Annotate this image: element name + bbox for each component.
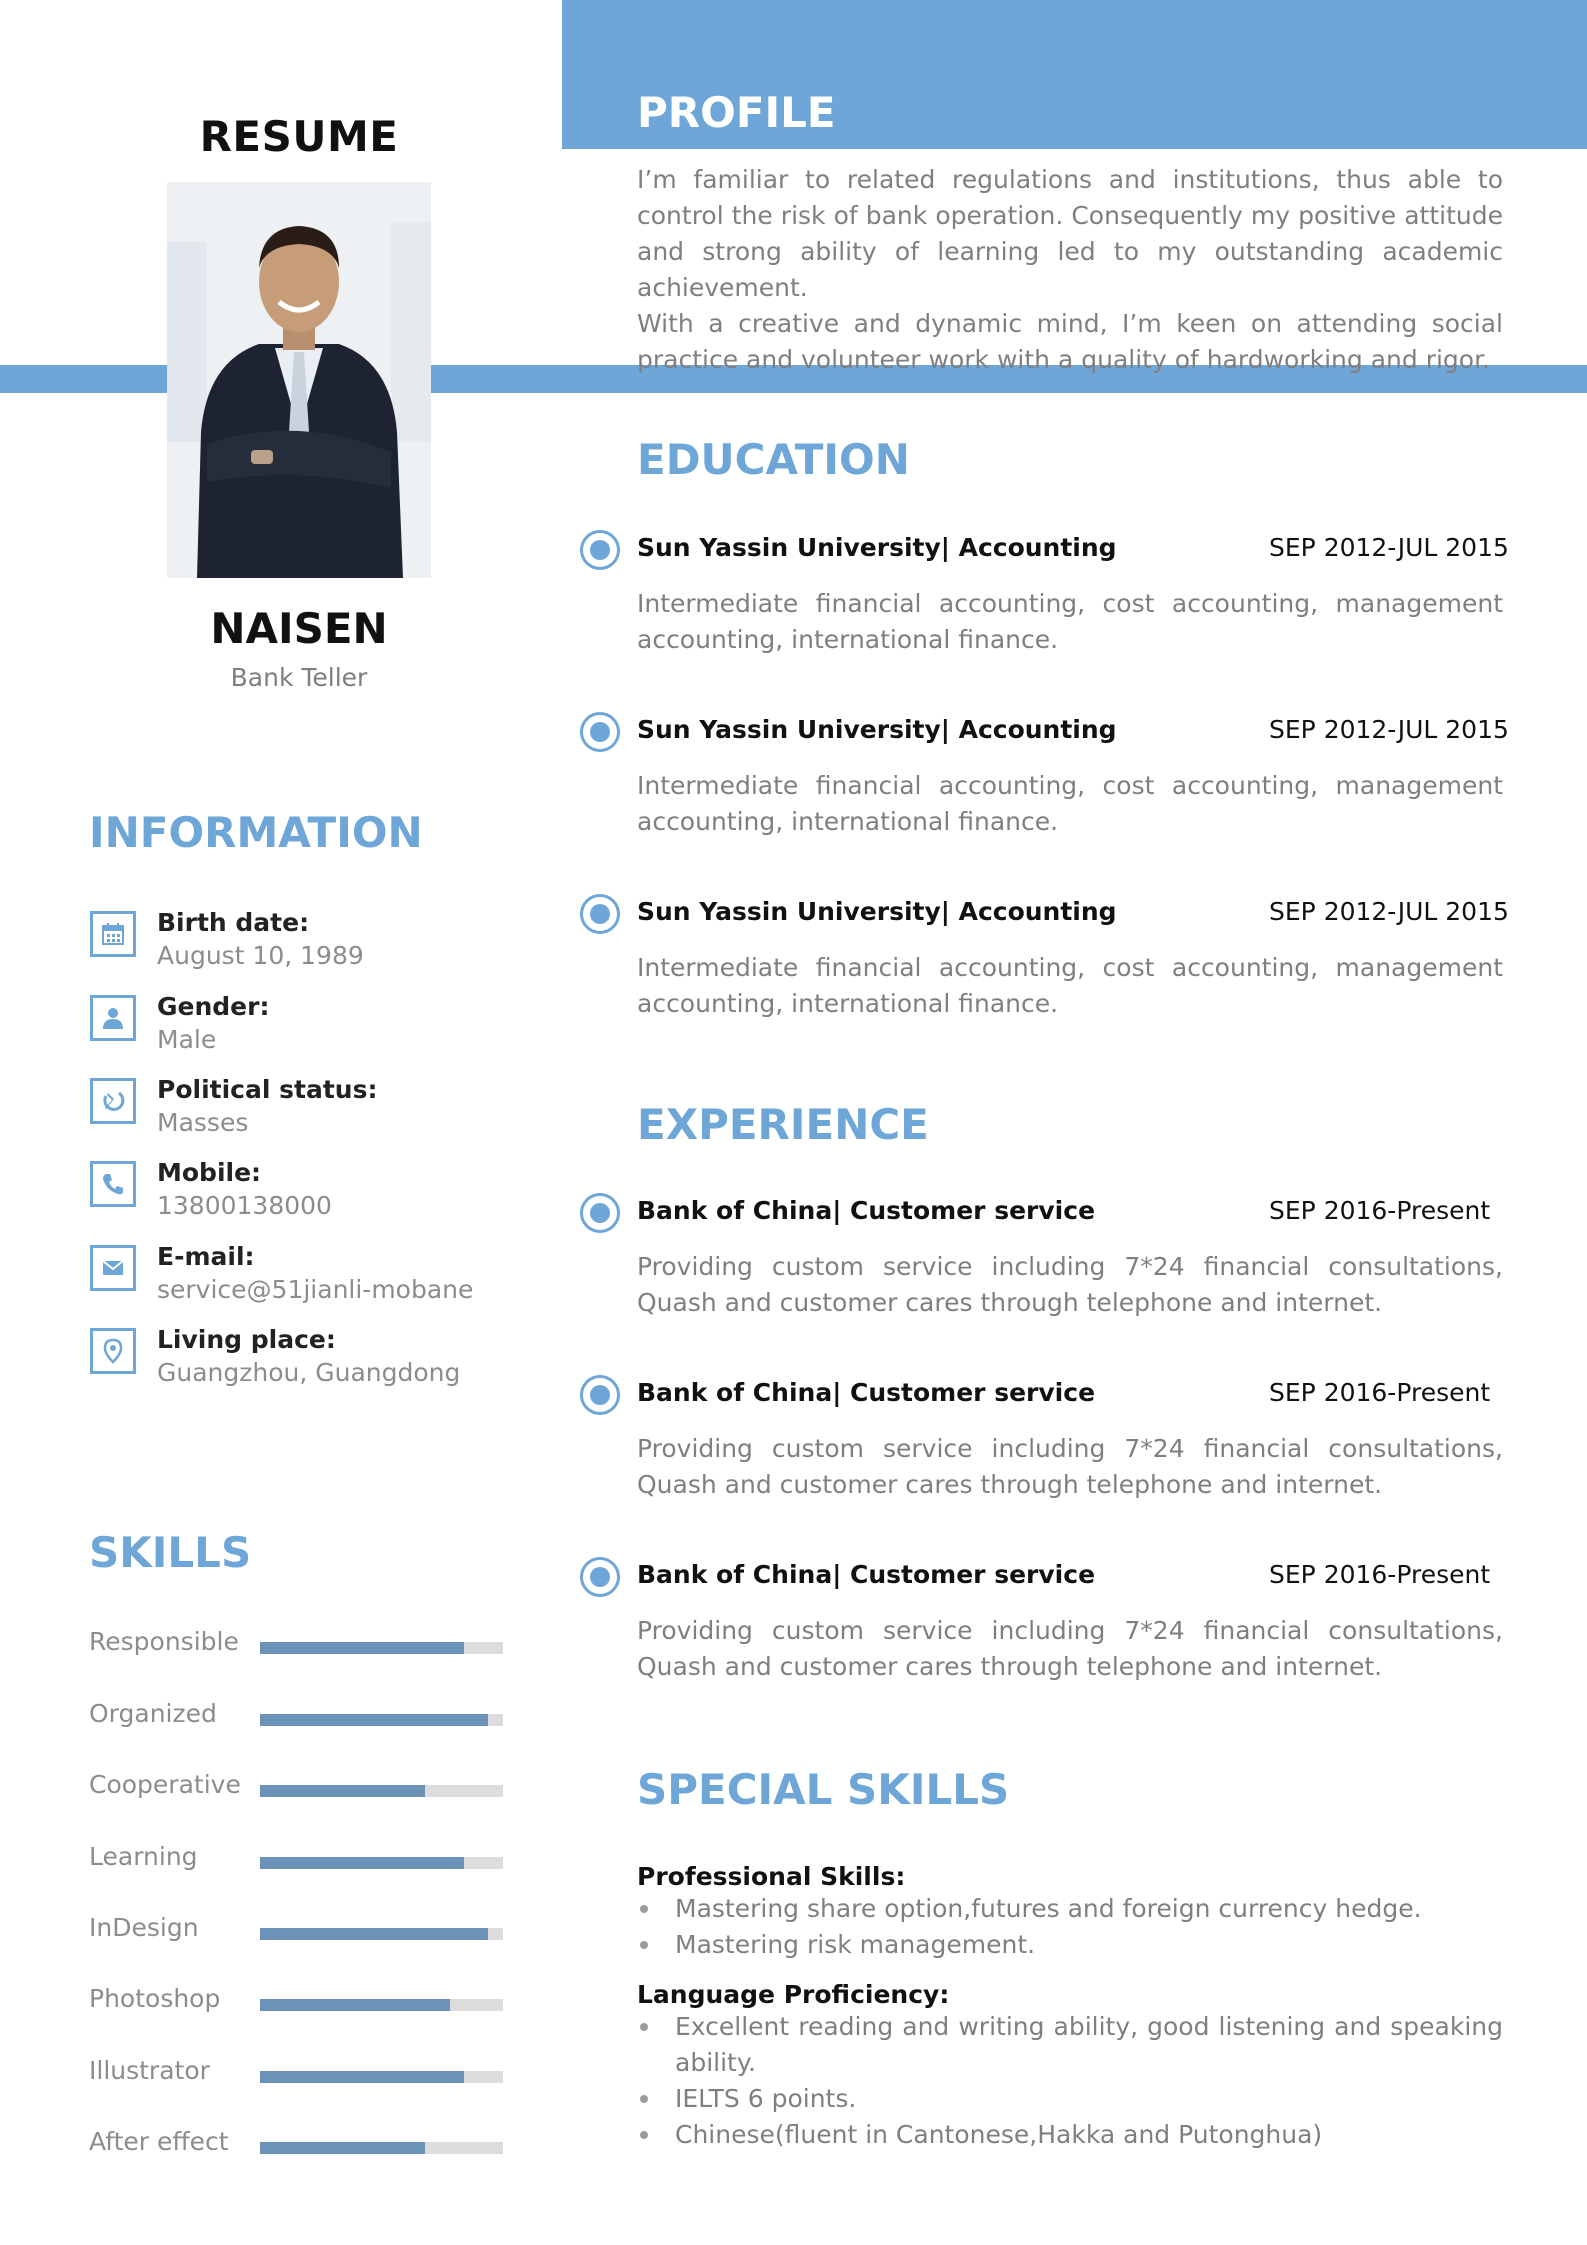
- phone-icon: [90, 1161, 136, 1207]
- skill-name: Illustrator: [89, 2056, 210, 2085]
- profile-text: [637, 162, 1503, 378]
- job-title: Bank Teller: [230, 663, 368, 692]
- skill-name: Photoshop: [89, 1984, 221, 2013]
- experience-entry: [580, 1193, 1505, 1333]
- info-value: Masses: [157, 1108, 249, 1137]
- calendar-icon: [90, 911, 136, 957]
- resume-label: RESUME: [199, 112, 399, 161]
- skill-bar-fill: [260, 1857, 464, 1869]
- education-entry: [580, 530, 1509, 670]
- experience-description: Providing custom service including 7*24 financial consultations, Quash and customer cares through telephone and internet.: [637, 1434, 1503, 1499]
- skill-bar-track: [260, 1999, 503, 2011]
- skill-bar-fill: [260, 1714, 488, 1726]
- skill-bar-fill: [260, 2142, 425, 2154]
- skill-bar-track: [260, 1928, 503, 1940]
- profile-paragraph: I’m familiar to related regulations and institutions, thus able to control the risk of bank operation. Consequently my positive attitude and strong ability of learning led to my outstanding academic achievement.: [637, 165, 1503, 302]
- info-email: [90, 1242, 530, 1318]
- skills-heading: SKILLS: [89, 1528, 252, 1577]
- timeline-bullet-icon: [580, 1375, 620, 1415]
- skill-row: [89, 1842, 509, 1882]
- skill-bar-fill: [260, 2071, 464, 2083]
- hammer-sickle-icon: [90, 1078, 136, 1124]
- info-living-place: [90, 1325, 530, 1401]
- experience-description: Providing custom service including 7*24 financial consultations, Quash and customer cares through telephone and internet.: [637, 1616, 1503, 1681]
- experience-date: SEP 2016-Present: [1269, 1378, 1491, 1407]
- professional-skills-list: [637, 1891, 1503, 1963]
- skill-row: [89, 1699, 509, 1739]
- list-item: Mastering share option,futures and foreign currency hedge.: [637, 1891, 1503, 1927]
- skill-row: [89, 1627, 509, 1667]
- education-school: Sun Yassin University| Accounting: [637, 533, 1117, 562]
- experience-company: Bank of China| Customer service: [637, 1560, 1096, 1589]
- profile-paragraph: With a creative and dynamic mind, I’m keen on attending social practice and volunteer work with a quality of hardworking and rigor.: [637, 309, 1503, 374]
- person-name: NAISEN: [210, 604, 388, 653]
- timeline-bullet-icon: [580, 894, 620, 934]
- experience-company: Bank of China| Customer service: [637, 1378, 1096, 1407]
- skill-name: Organized: [89, 1699, 217, 1728]
- education-entry: [580, 712, 1509, 852]
- language-proficiency-heading: Language Proficiency:: [637, 1980, 950, 2009]
- info-value: 13800138000: [157, 1191, 332, 1220]
- skill-bar-track: [260, 1785, 503, 1797]
- person-icon: [90, 995, 136, 1041]
- list-item: Chinese(fluent in Cantonese,Hakka and Putonghua): [637, 2117, 1503, 2153]
- info-label: Living place:: [157, 1325, 336, 1354]
- profile-photo: [167, 182, 431, 578]
- education-description: Intermediate financial accounting, cost accounting, management accounting, international finance.: [637, 953, 1503, 1018]
- mail-icon: [90, 1245, 136, 1291]
- info-value: August 10, 1989: [157, 941, 364, 970]
- skill-name: Cooperative: [89, 1770, 241, 1799]
- experience-description: Providing custom service including 7*24 financial consultations, Quash and customer cares through telephone and internet.: [637, 1252, 1503, 1317]
- skill-bar-track: [260, 1714, 503, 1726]
- language-proficiency-list: [637, 2009, 1503, 2153]
- list-item: Excellent reading and writing ability, good listening and speaking ability.: [637, 2009, 1503, 2081]
- profile-heading: PROFILE: [637, 88, 836, 137]
- education-description: Intermediate financial accounting, cost accounting, management accounting, international finance.: [637, 589, 1503, 654]
- info-label: Political status:: [157, 1075, 378, 1104]
- information-heading: INFORMATION: [89, 808, 423, 857]
- skill-row: [89, 2127, 509, 2167]
- skill-bar-fill: [260, 1785, 425, 1797]
- info-value: Guangzhou, Guangdong: [157, 1358, 461, 1387]
- info-label: Gender:: [157, 992, 270, 1021]
- info-political-status: [90, 1075, 530, 1151]
- professional-skills-heading: Professional Skills:: [637, 1862, 906, 1891]
- info-gender: [90, 992, 530, 1068]
- skill-row: [89, 1770, 509, 1810]
- experience-entry: [580, 1557, 1505, 1697]
- location-pin-icon: [90, 1328, 136, 1374]
- info-value: Male: [157, 1025, 217, 1054]
- skill-bar-fill: [260, 1999, 450, 2011]
- info-value: service@51jianli-mobane: [157, 1275, 474, 1304]
- education-school: Sun Yassin University| Accounting: [637, 715, 1117, 744]
- skill-row: [89, 1913, 509, 1953]
- experience-company: Bank of China| Customer service: [637, 1196, 1096, 1225]
- education-description: Intermediate financial accounting, cost accounting, management accounting, international finance.: [637, 771, 1503, 836]
- skill-name: Learning: [89, 1842, 198, 1871]
- skill-name: InDesign: [89, 1913, 199, 1942]
- timeline-bullet-icon: [580, 712, 620, 752]
- skill-bar-fill: [260, 1642, 464, 1654]
- skill-name: Responsible: [89, 1627, 239, 1656]
- skill-row: [89, 2056, 509, 2096]
- list-item: IELTS 6 points.: [637, 2081, 1503, 2117]
- info-label: Mobile:: [157, 1158, 262, 1187]
- education-entry: [580, 894, 1509, 1034]
- skill-bar-track: [260, 2142, 503, 2154]
- experience-date: SEP 2016-Present: [1269, 1560, 1491, 1589]
- info-birth-date: [90, 908, 530, 984]
- education-date: SEP 2012-JUL 2015: [1269, 897, 1509, 926]
- special-skills-heading: SPECIAL SKILLS: [637, 1765, 1010, 1814]
- experience-entry: [580, 1375, 1505, 1515]
- timeline-bullet-icon: [580, 530, 620, 570]
- skill-row: [89, 1984, 509, 2024]
- education-date: SEP 2012-JUL 2015: [1269, 533, 1509, 562]
- info-label: E-mail:: [157, 1242, 255, 1271]
- list-item: Mastering risk management.: [637, 1927, 1503, 1963]
- timeline-bullet-icon: [580, 1557, 620, 1597]
- skill-name: After effect: [89, 2127, 229, 2156]
- skill-bar-track: [260, 2071, 503, 2083]
- info-mobile: [90, 1158, 530, 1234]
- skill-bar-track: [260, 1857, 503, 1869]
- education-school: Sun Yassin University| Accounting: [637, 897, 1117, 926]
- experience-heading: EXPERIENCE: [637, 1100, 929, 1149]
- skill-bar-fill: [260, 1928, 488, 1940]
- timeline-bullet-icon: [580, 1193, 620, 1233]
- skill-bar-track: [260, 1642, 503, 1654]
- education-heading: EDUCATION: [637, 435, 910, 484]
- special-skills-section: [637, 1862, 1503, 2153]
- education-date: SEP 2012-JUL 2015: [1269, 715, 1509, 744]
- experience-date: SEP 2016-Present: [1269, 1196, 1491, 1225]
- info-label: Birth date:: [157, 908, 310, 937]
